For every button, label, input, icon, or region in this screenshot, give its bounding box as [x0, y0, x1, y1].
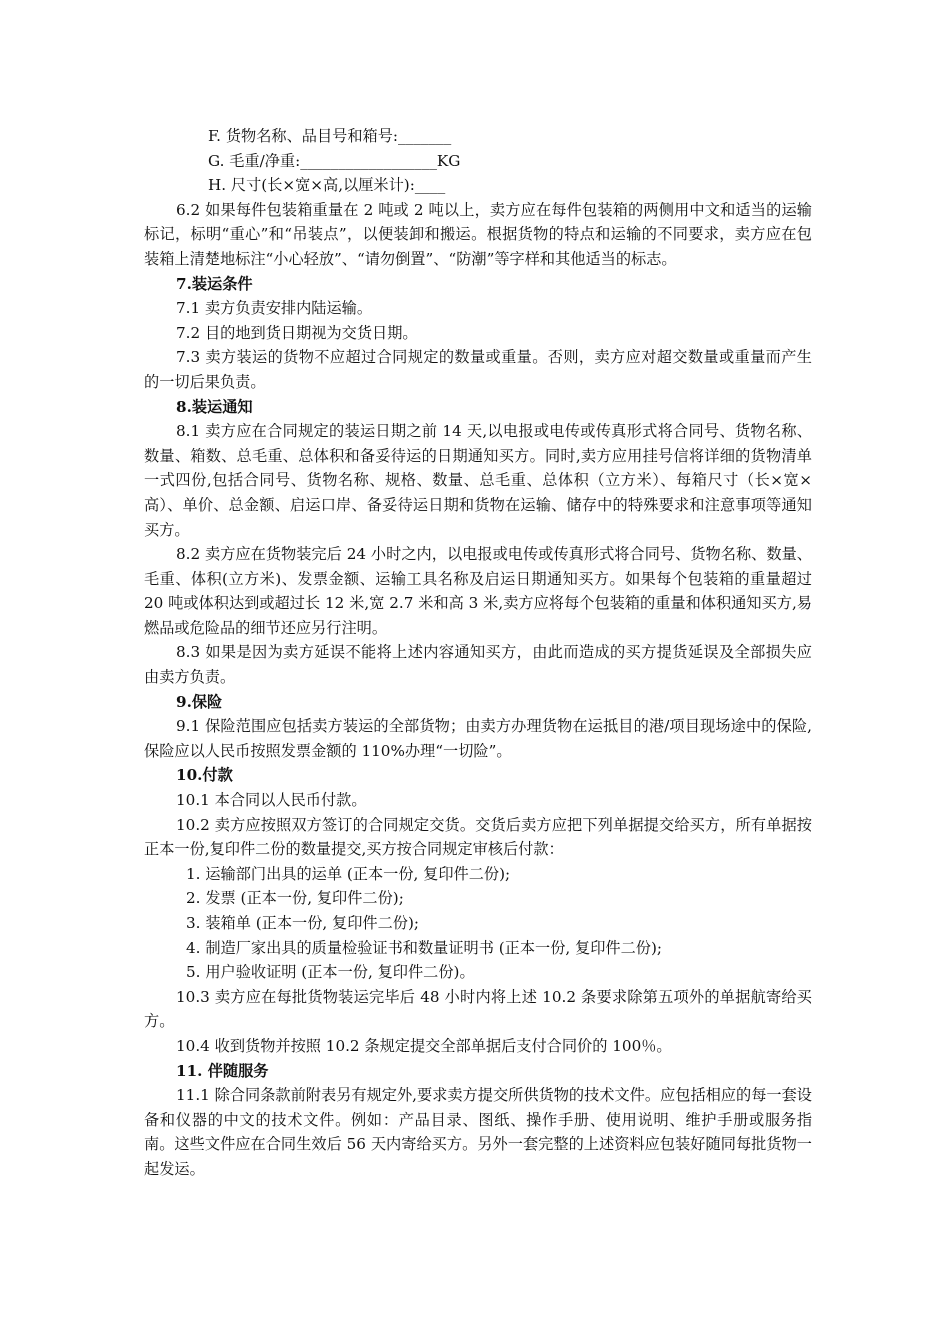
clause-8-1: 8.1 卖方应在合同规定的装运日期之前 14 天,以电报或电传或传真形式将合同号、货物名称、数量、箱数、总毛重、总体积和备妥待运的日期通知买方。同时,卖方应用挂号信将详细的货物清单一式四份,包括合同号、货物名称、规格、数量、总毛重、总体积（立方米）、每箱尺寸（长×宽×高）、单价、总金额、启运口岸、备妥待运日期和货物在运输、储存中的特殊要求和注意事项等通知买方。 — [144, 422, 812, 539]
clause-9-1: 9.1 保险范围应包括卖方装运的全部货物；由卖方办理货物在运抵目的港/项目现场途中的保险,保险应以人民币按照发票金额的 110%办理“一切险”。 — [144, 717, 812, 760]
clause-7-2: 7.2 目的地到货日期视为交货日期。 — [176, 323, 418, 342]
section-heading-7: 7.装运条件 — [176, 274, 253, 293]
document-list-item: 2. 发票 (正本一份, 复印件二份); — [186, 889, 404, 908]
marking-item-g: G. 毛重/净重:__________________KG — [208, 151, 461, 170]
marking-item-f: F. 货物名称、品目号和箱号:_______ — [208, 127, 452, 145]
clause-11-1: 11.1 除合同条款前附表另有规定外,要求卖方提交所供货物的技术文件。应包括相应的每一套设备和仪器的中文的技术文件。例如：产品目录、图纸、操作手册、使用说明、维护手册或服务指南。这些文件应在合同生效后 56 天内寄给买方。另外一套完整的上述资料应包装好随同每批货物一起发运。 — [144, 1086, 812, 1178]
document-body — [144, 124, 812, 1182]
marking-item-h: H. 尺寸(长×宽×高,以厘米计):____ — [208, 176, 446, 195]
clause-10-4: 10.4 收到货物并按照 10.2 条规定提交全部单据后支付合同价的 100％。 — [176, 1036, 672, 1055]
document-list-item: 3. 装箱单 (正本一份, 复印件二份); — [186, 914, 420, 932]
document-list-item: 4. 制造厂家出具的质量检验证书和数量证明书 (正本一份, 复印件二份); — [186, 938, 663, 957]
clause-10-2: 10.2 卖方应按照双方签订的合同规定交货。交货后卖方应把下列单据提交给买方，所有单据按正本一份,复印件二份的数量提交,买方按合同规定审核后付款： — [144, 815, 812, 859]
clause-10-3: 10.3 卖方应在每批货物装运完毕后 48 小时内将上述 10.2 条要求除第五项外的单据航寄给买方。 — [144, 987, 812, 1031]
clause-7-1: 7.1 卖方负责安排内陆运输。 — [176, 299, 373, 318]
document-list-item: 1. 运输部门出具的运单 (正本一份, 复印件二份); — [186, 864, 511, 883]
section-heading-10: 10.付款 — [176, 766, 233, 785]
clause-6-2: 6.2 如果每件包装箱重量在 2 吨或 2 吨以上，卖方应在每件包装箱的两侧用中文和适当的运输标记，标明“重心”和“吊装点”，以便装卸和搬运。根据货物的特点和运输的不同要求，卖方应在包装箱上清楚地标注“小心轻放”、“请勿倒置”、“防潮”等字样和其他适当的标志。 — [144, 200, 812, 268]
document-list-item: 5. 用户验收证明 (正本一份, 复印件二份)。 — [186, 963, 475, 982]
clause-8-3: 8.3 如果是因为卖方延误不能将上述内容通知买方，由此而造成的买方提货延误及全部损失应由卖方负责。 — [144, 643, 812, 687]
clause-7-3: 7.3 卖方装运的货物不应超过合同规定的数量或重量。否则，卖方应对超交数量或重量而产生的一切后果负责。 — [144, 348, 812, 391]
section-heading-8: 8.装运通知 — [176, 397, 253, 416]
clause-8-2: 8.2 卖方应在货物装完后 24 小时之内，以电报或电传或传真形式将合同号、货物名称、数量、毛重、体积(立方米)、发票金额、运输工具名称及启运日期通知买方。如果每个包装箱的重量超过 20 吨或体积达到或超过长 12 米,宽 2.7 米和高 3 米,卖方应将每个包装箱的重量和体积通知买方,易燃品或危险品的细节还应另行注明。 — [144, 545, 812, 637]
section-heading-11: 11. 伴随服务 — [176, 1061, 269, 1080]
clause-10-1: 10.1 本合同以人民币付款。 — [176, 791, 367, 810]
section-heading-9: 9.保险 — [176, 692, 223, 711]
